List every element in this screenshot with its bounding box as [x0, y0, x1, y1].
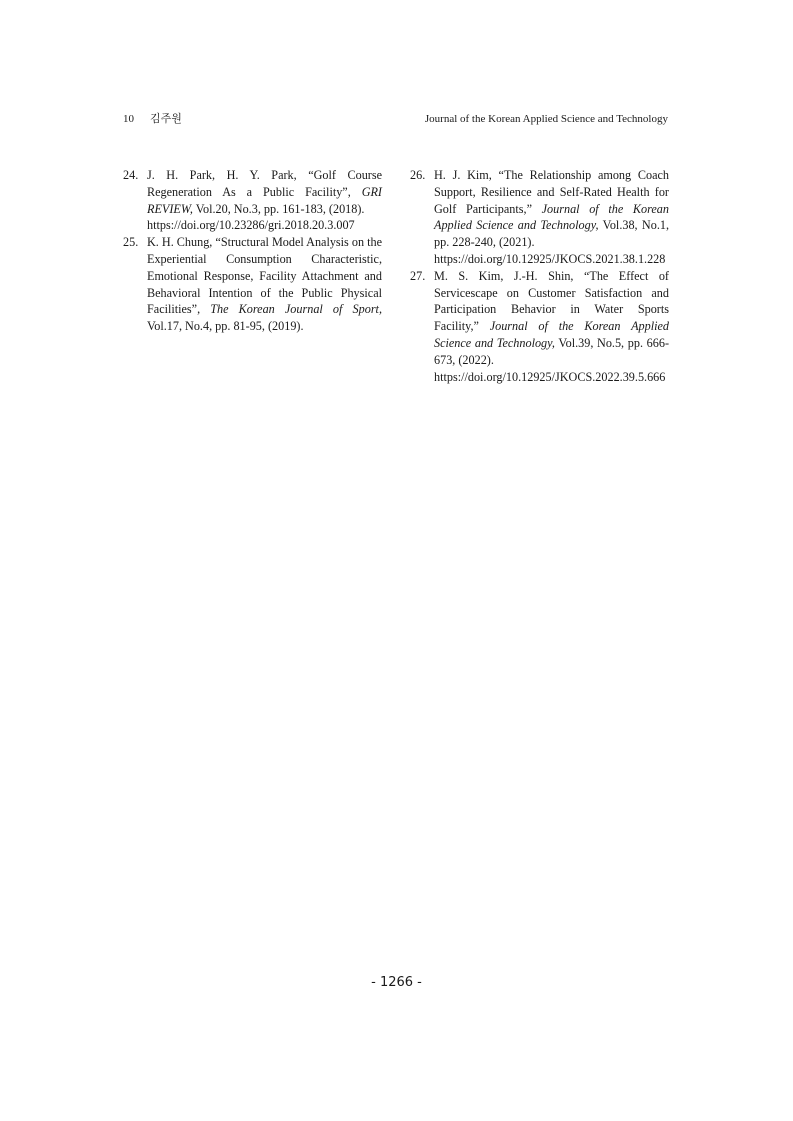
- reference-item-26: [410, 167, 669, 268]
- reference-text: M. S. Kim, J.-H. Shin, “The Effect of Servicescape on Customer Satisfaction and Participation Behavior in Water Sports Facility,”: [434, 268, 669, 334]
- reference-body: [434, 268, 669, 369]
- reference-item-24: [123, 167, 382, 234]
- reference-body: [147, 167, 382, 217]
- reference-details: Vol.17, No.4, pp. 81-95, (2019).: [147, 319, 304, 334]
- reference-column-left: [123, 167, 382, 335]
- reference-body: [434, 167, 669, 251]
- header-author: 김주원: [150, 113, 182, 125]
- reference-body: [147, 234, 382, 335]
- reference-journal: The Korean Journal of Sport,: [210, 302, 382, 317]
- page-footer-number: - 1266 -: [371, 975, 422, 990]
- reference-journal: Journal of the Korean Applied Science and Technology,: [434, 201, 669, 233]
- reference-details: Vol.39, No.5, pp. 666-673, (2022).: [434, 335, 669, 367]
- running-header: [123, 111, 668, 127]
- reference-text: H. J. Kim, “The Relationship among Coach Support, Resilience and Self-Rated Health for Golf Participants,”: [434, 168, 669, 216]
- reference-column-right: [410, 167, 669, 385]
- reference-journal: GRI REVIEW,: [147, 184, 382, 216]
- reference-number: 27.: [410, 268, 426, 283]
- reference-doi-link[interactable]: https://doi.org/10.12925/JKOCS.2022.39.5.666: [434, 369, 666, 384]
- reference-journal: Journal of the Korean Applied Science and Technology,: [434, 319, 669, 350]
- header-journal-title: Journal of the Korean Applied Science and Technology: [424, 113, 668, 125]
- reference-details: Vol.38, No.1, pp. 228-240, (2021).: [434, 218, 670, 250]
- reference-details: Vol.20, No.3, pp. 161-183, (2018).: [192, 201, 365, 216]
- reference-number: 25.: [123, 235, 139, 250]
- reference-item-27: [410, 268, 669, 386]
- reference-number: 26.: [410, 168, 426, 182]
- header-page-number: 10: [123, 113, 134, 125]
- reference-number: 24.: [123, 168, 139, 182]
- header-left: [123, 111, 182, 127]
- reference-item-25: [123, 234, 382, 335]
- reference-text: K. H. Chung, “Structural Model Analysis on the Experiential Consumption Characteristic, Emotional Response, Facility Attachment and Behavioral Intention of the Public Physical Facilities”,: [147, 235, 382, 317]
- reference-doi-link[interactable]: https://doi.org/10.12925/JKOCS.2021.38.1.228: [434, 251, 666, 266]
- reference-doi-link[interactable]: https://doi.org/10.23286/gri.2018.20.3.007: [147, 218, 355, 233]
- reference-text: J. H. Park, H. Y. Park, “Golf Course Regeneration As a Public Facility”,: [147, 168, 382, 199]
